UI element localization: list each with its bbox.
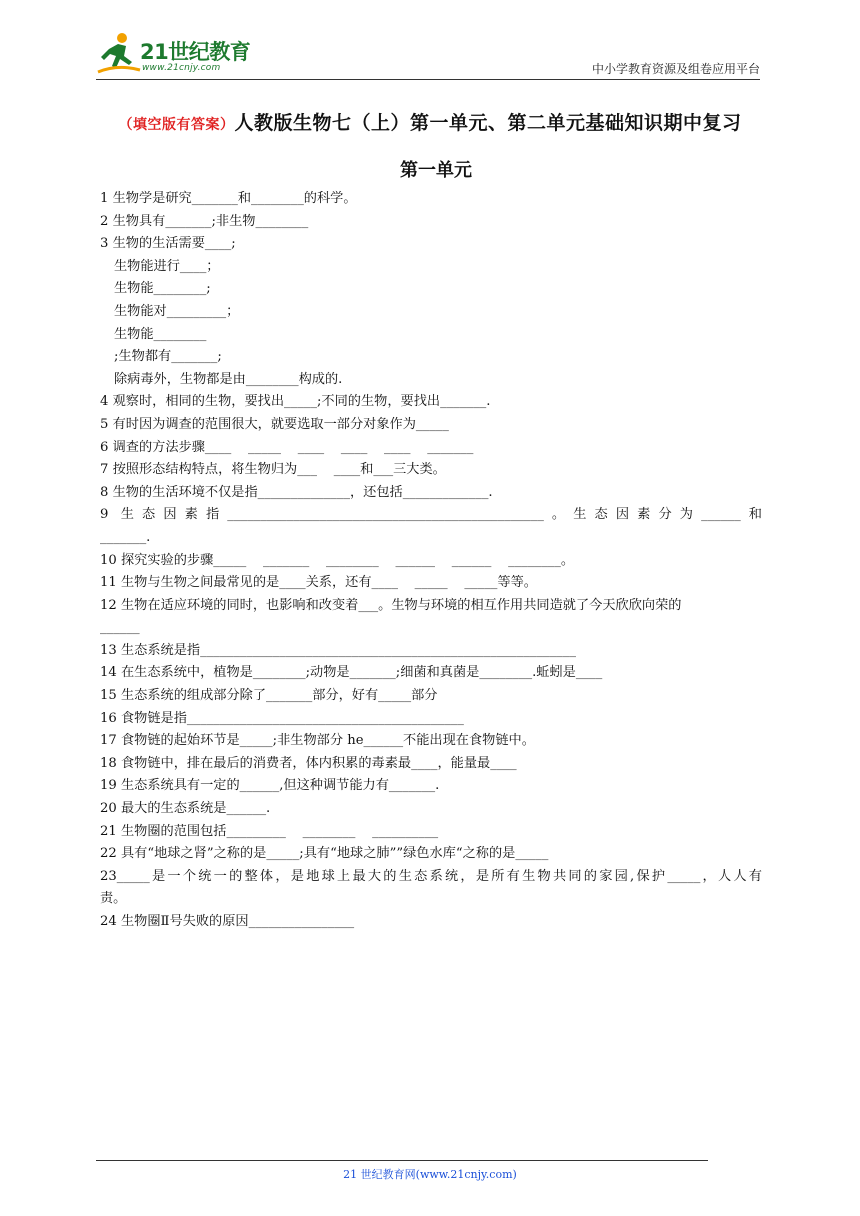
- section-heading: 第一单元: [400, 160, 472, 181]
- question-line: 14 在生态系统中，植物是________;动物是_______;细菌和真菌是________.蚯蚓是____: [100, 665, 603, 681]
- question-line: ;生物都有_______;: [114, 349, 222, 365]
- question-line: 20 最大的生态系统是______.: [100, 801, 271, 817]
- question-line: 6 调查的方法步骤____ _____ ____ ____ ____ _______: [100, 439, 474, 455]
- question-line: 24 生物圈Ⅱ号失败的原因________________: [100, 914, 355, 929]
- question-line: 23_____是一个统一的整体，是地球上最大的生态系统，是所有生物共同的家园,保护_____，人人有: [100, 868, 762, 884]
- logo-url: www.21cnjy.com: [142, 63, 221, 73]
- question-line: 7 按照形态结构特点，将生物归为___ ____和___三大类。: [100, 462, 446, 478]
- question-line: _______.: [100, 529, 151, 545]
- logo: [96, 30, 266, 78]
- runner-logo-icon: [96, 30, 142, 76]
- question-line: 22 具有“地球之肾”之称的是_____;具有“地球之肺””绿色水库“之称的是_____: [100, 846, 549, 862]
- page-title: [0, 108, 860, 135]
- question-line: 16 食物链是指__________________________________________: [100, 710, 464, 726]
- footer-link[interactable]: 21 世纪教育网(www.21cnjy.com): [343, 1168, 517, 1181]
- logo-text: 21世纪教育: [140, 40, 251, 64]
- question-line: 12 生物在适应环境的同时，也影响和改变着___。生物与环境的相互作用共同造就了今天欣欣向荣的: [100, 597, 682, 613]
- question-line: 15 生态系统的组成部分除了_______部分，好有_____部分: [100, 688, 438, 704]
- question-line: 生物能进行____；: [114, 258, 220, 274]
- question-line: 19 生态系统具有一定的______,但这种调节能力有_______.: [100, 778, 440, 794]
- question-line: 21 生物圈的范围包括_________ ________ __________: [100, 823, 439, 839]
- title-tag: （填空版有答案）: [118, 117, 235, 133]
- question-line: 生物能________;: [114, 281, 211, 297]
- question-line: 3 生物的生活需要____;: [100, 236, 236, 252]
- question-line: 责。: [100, 891, 127, 907]
- question-line: 11 生物与生物之间最常见的是____关系，还有____ _____ _____等等。: [100, 575, 537, 591]
- question-line: 2 生物具有_______;非生物________: [100, 213, 309, 229]
- title-main: 人教版生物七（上）第一单元、第二单元基础知识期中复习: [234, 112, 742, 134]
- question-list: [100, 188, 762, 934]
- question-line: 1 生物学是研究_______和________的科学。: [100, 191, 357, 206]
- question-line: 13 生态系统是指_________________________________________________________: [100, 642, 576, 658]
- question-line: 4 观察时，相同的生物，要找出_____;不同的生物，要找出_______.: [100, 394, 491, 410]
- question-line: 生物能对_________；: [114, 303, 240, 319]
- question-line: 18 食物链中，排在最后的消费者，体内积累的毒素最____，能量最____: [100, 755, 517, 771]
- page-header: [96, 30, 760, 82]
- question-line: ______: [100, 620, 140, 636]
- question-line: 5 有时因为调查的范围很大，就要选取一部分对象作为_____: [100, 416, 449, 432]
- question-line: 10 探究实验的步骤_____ _______ ________ ______ ______ ________。: [100, 552, 575, 568]
- question-line: 9 生态因素指________________________________________________。生态因素分为______和: [100, 507, 762, 523]
- question-line: 17 食物链的起始环节是_____;非生物部分 he______不能出现在食物链中。: [100, 733, 535, 749]
- header-divider: [96, 79, 760, 80]
- question-line: 除病毒外，生物都是由________构成的.: [114, 371, 343, 387]
- question-line: 8 生物的生活环境不仅是指______________，还包括_____________.: [100, 484, 493, 500]
- question-line: 生物能________: [114, 326, 207, 342]
- header-platform-text: 中小学教育资源及组卷应用平台: [591, 62, 760, 76]
- footer-divider: [96, 1160, 708, 1161]
